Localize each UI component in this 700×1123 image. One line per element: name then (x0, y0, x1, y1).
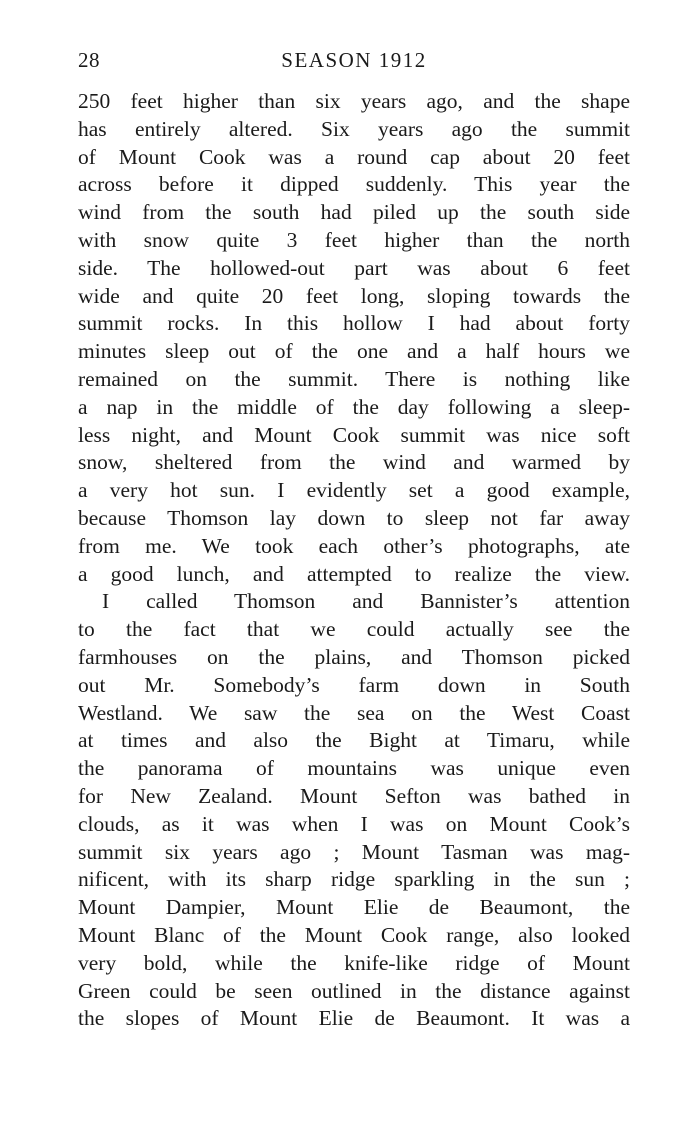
text-line: Mount Dampier, Mount Elie de Beaumont, the (78, 895, 630, 920)
text-line: out Mr. Somebody’s farm down in South (78, 672, 630, 697)
body-text (78, 88, 630, 1033)
text-line: for New Zealand. Mount Sefton was bathed in (78, 783, 630, 808)
text-line: side. The hollowed-out part was about 6 feet (78, 255, 630, 280)
text-line: a very hot sun. I evidently set a good example, (78, 478, 630, 503)
text-line: of Mount Cook was a round cap about 20 feet (78, 144, 630, 169)
book-page (78, 46, 630, 1033)
text-line: remained on the summit. There is nothing like (78, 366, 630, 391)
text-line: at times and also the Bight at Timaru, while (78, 728, 630, 753)
text-line: wind from the south had piled up the south side (78, 200, 630, 225)
text-line: less night, and Mount Cook summit was nice soft (78, 422, 630, 447)
text-line: summit rocks. In this hollow I had about forty (78, 311, 630, 336)
page-number: 28 (78, 48, 100, 72)
text-line: Mount Blanc of the Mount Cook range, also looked (78, 922, 630, 947)
text-line: Green could be seen outlined in the distance against (78, 978, 630, 1003)
text-line: with snow quite 3 feet higher than the north (78, 227, 630, 252)
running-title: SEASON 1912 (281, 48, 427, 72)
text-line: has entirely altered. Six years ago the summit (78, 116, 630, 141)
text-line: 250 feet higher than six years ago, and the shape (78, 89, 630, 113)
text-line: the slopes of Mount Elie de Beaumont. It was a (78, 1006, 630, 1031)
text-line: very bold, while the knife-like ridge of Mount (78, 950, 630, 975)
text-line: a nap in the middle of the day following a sleep- (78, 394, 630, 419)
text-line: a good lunch, and attempted to realize the view. (78, 561, 630, 586)
text-line: wide and quite 20 feet long, sloping towards the (78, 283, 630, 308)
paragraph-first-line: I called Thomson and Bannister’s attention (102, 589, 630, 614)
text-line: across before it dipped suddenly. This year the (78, 172, 630, 197)
text-line: from me. We took each other’s photographs, ate (78, 533, 630, 558)
text-line: because Thomson lay down to sleep not far away (78, 505, 630, 530)
text-line: clouds, as it was when I was on Mount Cook’s (78, 811, 630, 836)
running-head (78, 46, 630, 74)
text-line: farmhouses on the plains, and Thomson picked (78, 644, 630, 669)
text-line: minutes sleep out of the one and a half hours we (78, 339, 630, 364)
text-line: the panorama of mountains was unique even (78, 756, 630, 781)
text-line: to the fact that we could actually see the (78, 617, 630, 642)
text-line: snow, sheltered from the wind and warmed by (78, 450, 630, 475)
text-line: summit six years ago ; Mount Tasman was mag- (78, 839, 630, 864)
text-line: Westland. We saw the sea on the West Coast (78, 700, 630, 725)
text-line: nificent, with its sharp ridge sparkling in the sun ; (78, 867, 630, 892)
